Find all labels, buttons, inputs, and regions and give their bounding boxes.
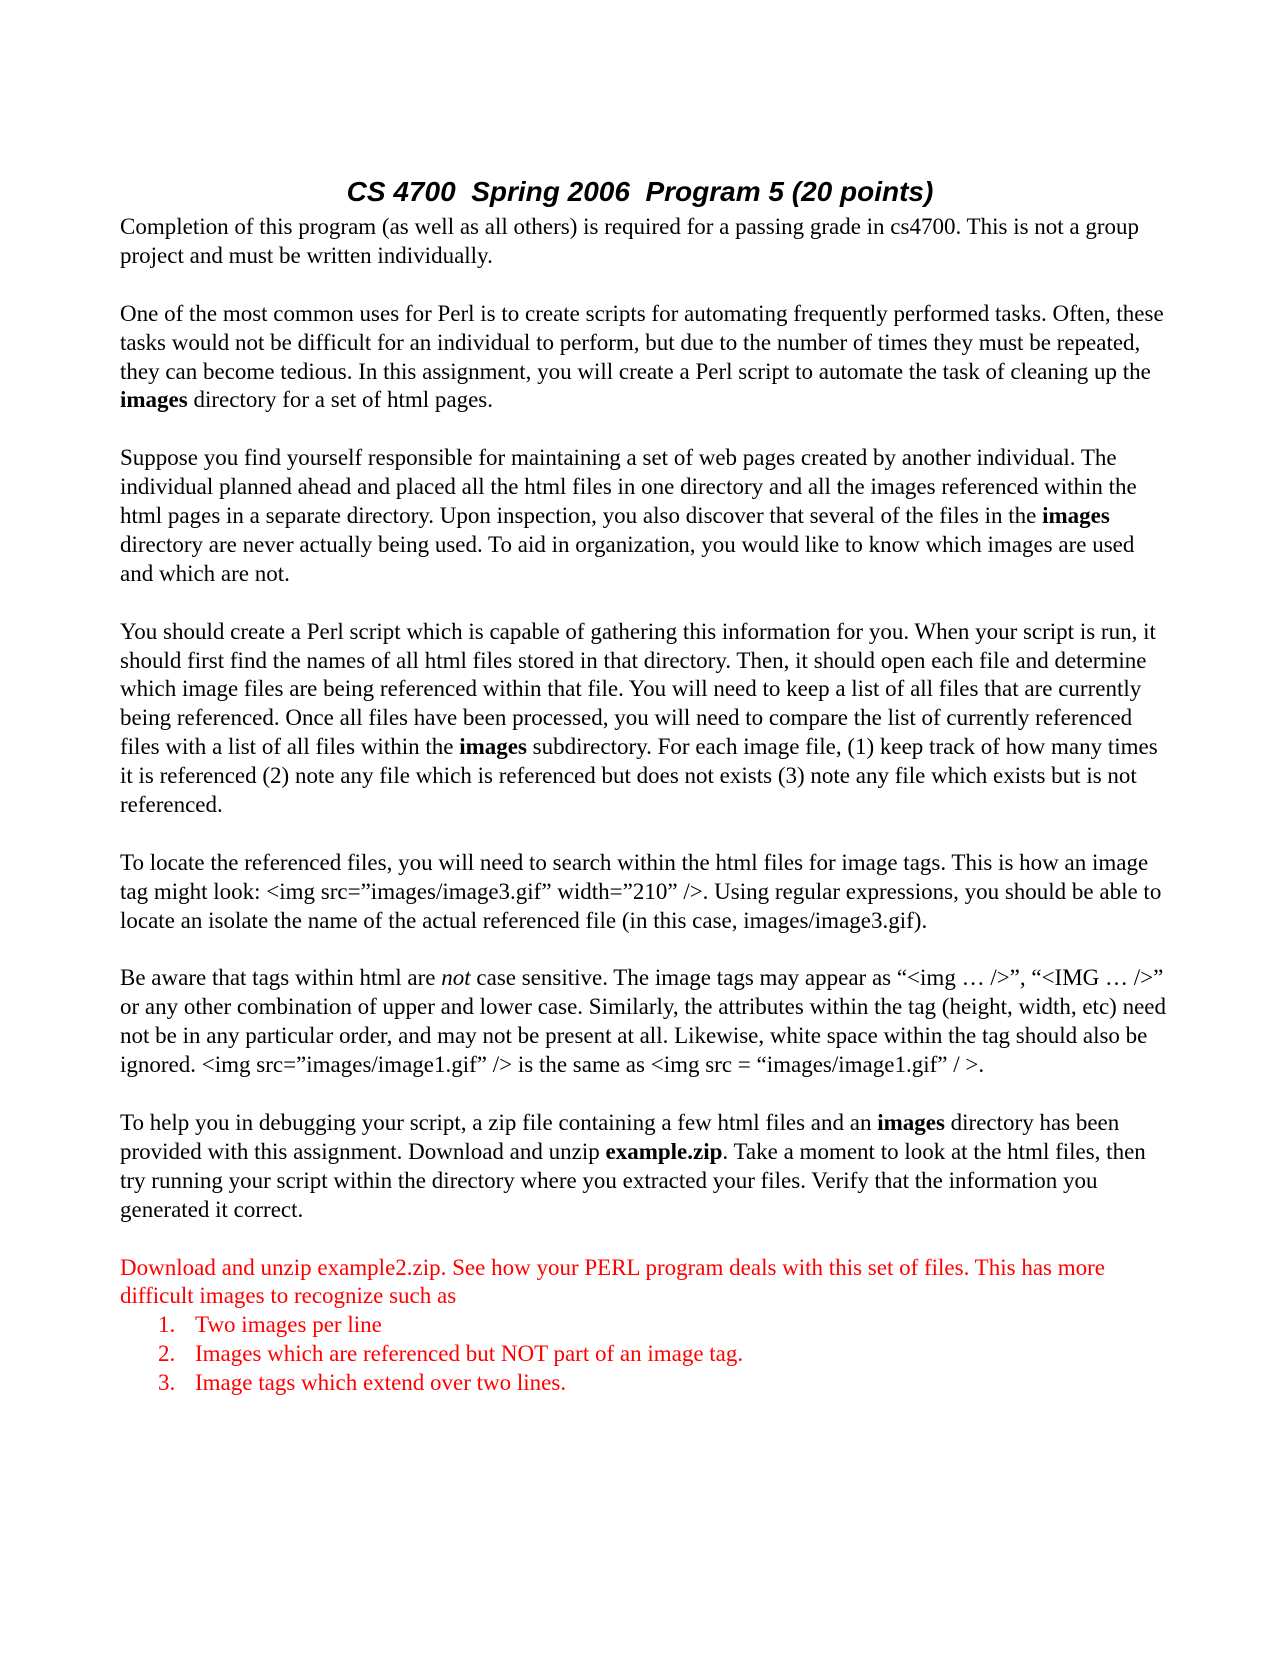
- paragraph-example2-note: Download and unzip example2.zip. See how your PERL program deals with this set of files. This has more difficult images to recognize such as: [120, 1254, 1105, 1309]
- list-item: [120, 1311, 1170, 1340]
- bold-term: images: [877, 1110, 945, 1135]
- list-item-text: Images which are referenced but NOT part of an image tag.: [195, 1341, 744, 1367]
- paragraph-text: Be aware that tags within html are: [120, 965, 442, 991]
- paragraph-text: To help you in debugging your script, a zip file containing a few html files and an: [120, 1110, 878, 1135]
- paragraph-text: directory has been provided with this assignment. Download and unzip: [120, 1110, 1120, 1164]
- bold-term: images: [459, 734, 527, 760]
- paragraph-text: . Take a moment to look at the html files, then try running your script within the directory where you extracted your files. Verify that the information you generated it correct.: [120, 1138, 1146, 1222]
- paragraph-text: subdirectory. For each image file, (1) keep track of how many times it is referenced (2) note any file which is referenced but does not exists (3) note any file which exists but is not referenced.: [120, 734, 1158, 818]
- document-body: [120, 213, 1170, 1398]
- page-title: CS 4700 Spring 2006 Program 5 (20 points): [346, 176, 934, 207]
- paragraph-intro: Completion of this program (as well as all others) is required for a passing grade in cs4700. This is not a group project and must be written individually.: [120, 214, 1140, 268]
- list-item: [120, 1369, 1170, 1398]
- bold-term: images: [120, 387, 188, 413]
- list-number: 3.: [158, 1370, 176, 1396]
- paragraph-requirements: [120, 618, 1170, 820]
- list-item-text: Image tags which extend over two lines.: [195, 1370, 567, 1396]
- italic-term: not: [441, 965, 471, 991]
- paragraph-image-tags: To locate the referenced files, you will need to search within the html files for image tags. This is how an image tag might look: <img src=”images/image3.gif” width=”210” />. Using regular expressions, you should be able to locate an isolate the name of the actual referenced file (in this case, images/image3.gif).: [120, 849, 1162, 933]
- bold-term: images: [1042, 503, 1110, 529]
- paragraph-text: You should create a Perl script which is capable of gathering this information for you. When your script is run, it should first find the names of all html files stored in that directory. Then, it should open each file and determine which image files are being referenced within that file. You will need to keep a list of all files that are currently being referenced. Once all files have been processed, you will need to compare the list of currently referenced files with a list of all files within the: [120, 618, 1156, 760]
- bold-term: example.zip: [605, 1138, 723, 1164]
- paragraph-text: One of the most common uses for Perl is to create scripts for automating frequently performed tasks. Often, these tasks would not be difficult for an individual to perform, but due to the number of times they must be repeated, they can become tedious. In this assignment, you will create a Perl script to automate the task of cleaning up the: [120, 300, 1164, 384]
- paragraph-text: directory for a set of html pages.: [187, 387, 494, 413]
- difficult-cases-list: [120, 1311, 1170, 1398]
- list-number: 2.: [158, 1341, 176, 1367]
- list-item-text: Two images per line: [195, 1312, 382, 1338]
- list-number: 1.: [158, 1312, 176, 1338]
- paragraph-perl-uses: [120, 300, 1170, 416]
- paragraph-debugging: [120, 1109, 1170, 1225]
- paragraph-text: directory are never actually being used. To aid in organization, you would like to know which images are used and which are not.: [120, 531, 1135, 586]
- paragraph-case-sensitivity: [120, 964, 1170, 1080]
- list-item: [120, 1340, 1170, 1369]
- paragraph-text: Suppose you find yourself responsible for maintaining a set of web pages created by another individual. The individual planned ahead and placed all the html files in one directory and all the images referenced within the html pages in a separate directory. Upon inspection, you also discover that several of the files in the: [120, 445, 1137, 529]
- paragraph-scenario: [120, 444, 1170, 589]
- paragraph-text: case sensitive. The image tags may appear as “<img … />”, “<IMG … />” or any other combination of upper and lower case. Similarly, the attributes within the tag (height, width, etc) need not be in any particular order, and may not be present at all. Likewise, white space within the tag should also be ignored. <img src=”images/image1.gif” /> is the same as <img src = “images/image1.gif” / >.: [120, 965, 1166, 1078]
